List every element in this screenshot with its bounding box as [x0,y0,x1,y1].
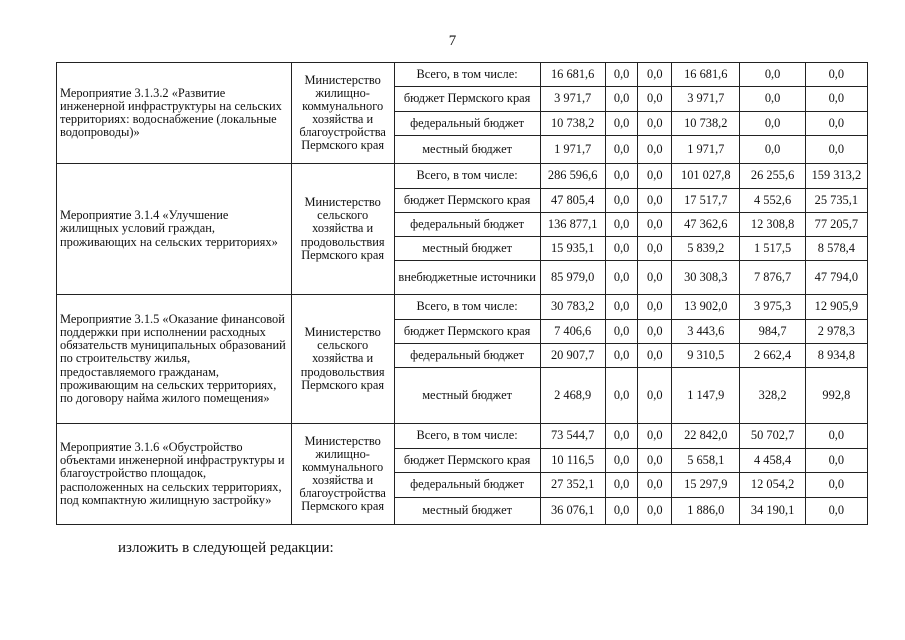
value-cell: 286 596,6 [540,164,605,189]
value-cell: 2 978,3 [805,320,867,344]
funding-source-cell: Всего, в том числе: [394,63,540,87]
value-cell: 0,0 [638,112,672,136]
funding-source-cell: внебюджетные источники [394,261,540,295]
value-cell: 9 310,5 [672,344,740,368]
value-cell: 0,0 [805,112,867,136]
value-cell: 1 971,7 [540,136,605,164]
value-cell: 328,2 [740,368,805,424]
funding-source-cell: Всего, в том числе: [394,295,540,320]
table-row [57,164,868,189]
value-cell: 0,0 [605,136,638,164]
value-cell: 13 902,0 [672,295,740,320]
executor-cell: Министерство сельского хозяйства и продовольствия Пермского края [291,164,394,295]
value-cell: 0,0 [605,344,638,368]
executor-cell: Министерство сельского хозяйства и продовольствия Пермского края [291,295,394,424]
value-cell: 85 979,0 [540,261,605,295]
value-cell: 0,0 [605,424,638,449]
table-row [57,424,868,449]
value-cell: 12 905,9 [805,295,867,320]
funding-source-cell: федеральный бюджет [394,112,540,136]
value-cell: 0,0 [740,136,805,164]
value-cell: 0,0 [605,498,638,525]
value-cell: 17 517,7 [672,189,740,213]
value-cell: 0,0 [605,237,638,261]
value-cell: 2 662,4 [740,344,805,368]
value-cell: 0,0 [638,498,672,525]
value-cell: 0,0 [805,136,867,164]
funding-source-cell: федеральный бюджет [394,213,540,237]
value-cell: 8 934,8 [805,344,867,368]
value-cell: 0,0 [605,213,638,237]
value-cell: 0,0 [638,87,672,112]
value-cell: 0,0 [605,63,638,87]
value-cell: 0,0 [605,320,638,344]
value-cell: 136 877,1 [540,213,605,237]
value-cell: 0,0 [740,63,805,87]
value-cell: 0,0 [638,213,672,237]
value-cell: 3 443,6 [672,320,740,344]
value-cell: 2 468,9 [540,368,605,424]
value-cell: 10 738,2 [672,112,740,136]
budget-table [56,62,868,525]
value-cell: 4 458,4 [740,449,805,473]
value-cell: 47 805,4 [540,189,605,213]
value-cell: 1 517,5 [740,237,805,261]
value-cell: 0,0 [638,473,672,498]
value-cell: 984,7 [740,320,805,344]
value-cell: 0,0 [638,237,672,261]
value-cell: 159 313,2 [805,164,867,189]
value-cell: 0,0 [805,63,867,87]
funding-source-cell: бюджет Пермского края [394,449,540,473]
executor-cell: Министерство жилищно-коммунального хозяйства и благоустройства Пермского края [291,63,394,164]
value-cell: 26 255,6 [740,164,805,189]
value-cell: 0,0 [638,189,672,213]
funding-source-cell: бюджет Пермского края [394,320,540,344]
funding-source-cell: местный бюджет [394,237,540,261]
value-cell: 77 205,7 [805,213,867,237]
value-cell: 0,0 [605,473,638,498]
value-cell: 0,0 [740,87,805,112]
value-cell: 47 362,6 [672,213,740,237]
value-cell: 15 297,9 [672,473,740,498]
value-cell: 0,0 [605,112,638,136]
value-cell: 0,0 [605,87,638,112]
value-cell: 30 783,2 [540,295,605,320]
funding-source-cell: бюджет Пермского края [394,87,540,112]
value-cell: 15 935,1 [540,237,605,261]
value-cell: 0,0 [638,164,672,189]
value-cell: 22 842,0 [672,424,740,449]
value-cell: 0,0 [740,112,805,136]
value-cell: 10 116,5 [540,449,605,473]
value-cell: 5 839,2 [672,237,740,261]
value-cell: 0,0 [805,498,867,525]
value-cell: 16 681,6 [672,63,740,87]
value-cell: 0,0 [605,261,638,295]
funding-source-cell: федеральный бюджет [394,473,540,498]
value-cell: 101 027,8 [672,164,740,189]
funding-source-cell: федеральный бюджет [394,344,540,368]
value-cell: 992,8 [805,368,867,424]
value-cell: 50 702,7 [740,424,805,449]
value-cell: 0,0 [638,63,672,87]
value-cell: 0,0 [605,189,638,213]
value-cell: 0,0 [605,368,638,424]
value-cell: 5 658,1 [672,449,740,473]
value-cell: 0,0 [805,424,867,449]
value-cell: 0,0 [605,164,638,189]
funding-source-cell: местный бюджет [394,136,540,164]
value-cell: 0,0 [805,87,867,112]
value-cell: 12 308,8 [740,213,805,237]
value-cell: 0,0 [638,368,672,424]
value-cell: 73 544,7 [540,424,605,449]
funding-source-cell: Всего, в том числе: [394,164,540,189]
measure-cell: Мероприятие 3.1.3.2 «Развитие инженерной инфраструктуры на сельских территориях: водоснабжение (локальные водопроводы)» [57,63,292,164]
measure-cell: Мероприятие 3.1.5 «Оказание финансовой поддержки при исполнении расходных обязательств муниципальных образований по строительству жилья, предоставляемого гражданам, проживающим на сельских территориях, по договору найма жилого помещения» [57,295,292,424]
value-cell: 25 735,1 [805,189,867,213]
value-cell: 3 971,7 [540,87,605,112]
value-cell: 0,0 [638,449,672,473]
page-number: 7 [448,33,457,49]
value-cell: 0,0 [638,320,672,344]
value-cell: 0,0 [605,449,638,473]
value-cell: 36 076,1 [540,498,605,525]
value-cell: 0,0 [805,473,867,498]
value-cell: 3 975,3 [740,295,805,320]
funding-source-cell: местный бюджет [394,368,540,424]
value-cell: 0,0 [638,295,672,320]
value-cell: 1 971,7 [672,136,740,164]
value-cell: 1 147,9 [672,368,740,424]
value-cell: 0,0 [638,136,672,164]
table-row [57,295,868,320]
value-cell: 7 876,7 [740,261,805,295]
measure-cell: Мероприятие 3.1.4 «Улучшение жилищных условий граждан, проживающих на сельских территориях» [57,164,292,295]
value-cell: 7 406,6 [540,320,605,344]
funding-source-cell: местный бюджет [394,498,540,525]
value-cell: 1 886,0 [672,498,740,525]
value-cell: 0,0 [805,449,867,473]
value-cell: 34 190,1 [740,498,805,525]
value-cell: 10 738,2 [540,112,605,136]
value-cell: 3 971,7 [672,87,740,112]
value-cell: 0,0 [638,261,672,295]
value-cell: 47 794,0 [805,261,867,295]
value-cell: 4 552,6 [740,189,805,213]
value-cell: 8 578,4 [805,237,867,261]
value-cell: 30 308,3 [672,261,740,295]
value-cell: 0,0 [605,295,638,320]
funding-source-cell: бюджет Пермского края [394,189,540,213]
value-cell: 0,0 [638,424,672,449]
funding-source-cell: Всего, в том числе: [394,424,540,449]
value-cell: 0,0 [638,344,672,368]
measure-cell: Мероприятие 3.1.6 «Обустройство объектами инженерной инфраструктуры и благоустройство площадок, расположенных на сельских территориях, под компактную жилищную застройку» [57,424,292,525]
value-cell: 27 352,1 [540,473,605,498]
value-cell: 20 907,7 [540,344,605,368]
footer-text: изложить в следующей редакции: [118,540,334,556]
value-cell: 16 681,6 [540,63,605,87]
value-cell: 12 054,2 [740,473,805,498]
table-row [57,63,868,87]
executor-cell: Министерство жилищно-коммунального хозяйства и благоустройства Пермского края [291,424,394,525]
